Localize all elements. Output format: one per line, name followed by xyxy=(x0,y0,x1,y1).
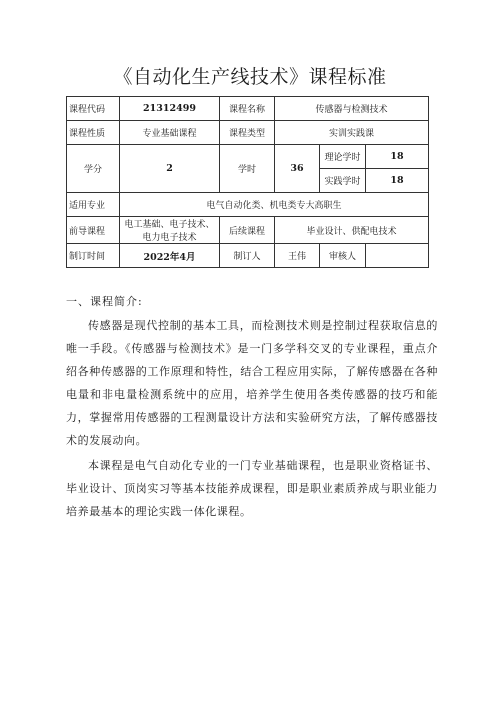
page-title: 《自动化生产线技术》课程标准 xyxy=(113,66,387,88)
table-row xyxy=(67,193,429,217)
date-label: 制订时间 xyxy=(67,244,120,268)
reviewer xyxy=(366,244,429,268)
course-code: 21312499 xyxy=(120,97,220,121)
table-row xyxy=(67,145,429,169)
intro-paragraph-2: 本课程是电气自动化专业的一门专业基础课程，也是职业资格证书、毕业设计、顶岗实习等基本技能养成课程，即是职业素质养成与职业能力培养最基本的理论实践一体化课程。 xyxy=(66,459,438,518)
reviewer-label: 审核人 xyxy=(320,244,366,268)
major: 电气自动化类、机电类专大高职生 xyxy=(120,193,429,217)
author-label: 制订人 xyxy=(220,244,275,268)
course-name-label: 课程名称 xyxy=(220,97,275,121)
credits-label: 学分 xyxy=(67,145,120,193)
hours-label: 学时 xyxy=(220,145,275,193)
course-code-label: 课程代码 xyxy=(67,97,120,121)
practice-hours: 18 xyxy=(366,169,429,193)
section-heading: 一、课程简介: xyxy=(66,295,143,308)
table-row xyxy=(67,217,429,244)
hours: 36 xyxy=(275,145,320,193)
course-nature: 专业基础课程 xyxy=(120,121,220,145)
credits: 2 xyxy=(120,145,220,193)
prereq: 电工基础、电子技术、电力电子技术 xyxy=(120,217,220,244)
practice-hours-label: 实践学时 xyxy=(320,169,366,193)
course-nature-label: 课程性质 xyxy=(67,121,120,145)
prereq-label: 前导课程 xyxy=(67,217,120,244)
table-row xyxy=(67,121,429,145)
followup: 毕业设计、供配电技术 xyxy=(275,217,429,244)
table-row xyxy=(67,97,429,121)
table-row xyxy=(67,244,429,268)
major-label: 适用专业 xyxy=(67,193,120,217)
date: 2022年4月 xyxy=(120,244,220,268)
course-type-label: 课程类型 xyxy=(220,121,275,145)
author: 王伟 xyxy=(275,244,320,268)
course-info-table xyxy=(66,96,429,268)
followup-label: 后续课程 xyxy=(220,217,275,244)
intro-paragraph-1: 传感器是现代控制的基本工具，而检测技术则是控制过程获取信息的唯一手段。《传感器与检测技术》是一门多学科交叉的专业课程，重点介绍各种传感器的工作原理和特性，结合工程应用实际，了解传感器在各种电量和非电量检测系统中的应用，培养学生使用各类传感器的技巧和能力，掌握常用传感器的工程测量设计方法和实验研究方法，了解传感器技术的发展动向。 xyxy=(66,319,438,447)
theory-hours: 18 xyxy=(366,145,429,169)
course-name: 传感器与检测技术 xyxy=(275,97,429,121)
course-type: 实训实践课 xyxy=(275,121,429,145)
theory-hours-label: 理论学时 xyxy=(320,145,366,169)
